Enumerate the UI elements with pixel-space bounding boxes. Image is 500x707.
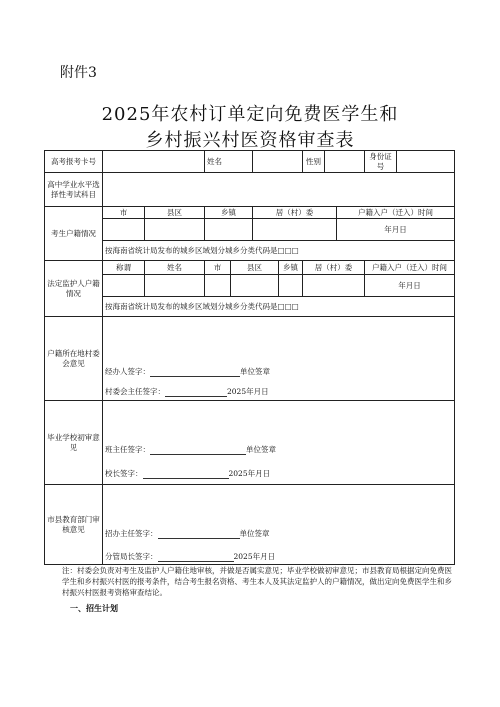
- household-village-field[interactable]: [253, 219, 337, 241]
- id-label: 身份证号: [365, 151, 397, 173]
- guardian-col-city: 市: [205, 261, 231, 275]
- table-row: [45, 241, 455, 261]
- bureau-chief-line: [105, 552, 275, 562]
- guardian-col-time: 户籍入户（迁入）时间: [365, 261, 455, 275]
- school-opinion-cell[interactable]: [103, 401, 455, 485]
- exam-no-label: 高考报考卡号: [45, 151, 103, 173]
- household-col-county: 县区: [145, 207, 205, 219]
- school-teacher-label: 班主任签字：: [105, 445, 150, 454]
- attachment-label: 附件3: [60, 65, 97, 81]
- village-opinion-cell[interactable]: [103, 317, 455, 401]
- table-row: [45, 207, 455, 219]
- id-field[interactable]: [397, 151, 455, 173]
- household-code-text: 按海南省统计局发布的城乡区域划分城乡分类代码是□□□: [103, 241, 455, 261]
- village-handler-underline[interactable]: [150, 368, 240, 377]
- table-row: [45, 261, 455, 275]
- bureau-opinion-cell[interactable]: [103, 485, 455, 565]
- bureau-chief-label: 分管局长签字：: [105, 552, 158, 561]
- school-opinion-label: 毕业学校初审意见: [45, 401, 103, 485]
- household-county-field[interactable]: [145, 219, 205, 241]
- page-title-line1: 2025年农村订单定向免费医学生和: [101, 104, 399, 125]
- guardian-col-name: 姓名: [145, 261, 205, 275]
- name-label: 姓名: [205, 151, 253, 173]
- school-date: 2025年月日: [228, 469, 271, 478]
- school-teacher-underline[interactable]: [150, 446, 246, 455]
- bureau-director-label: 招办主任签字：: [105, 529, 158, 538]
- guardian-county-field[interactable]: [231, 275, 279, 297]
- guardian-town-field[interactable]: [279, 275, 303, 297]
- school-principal-underline[interactable]: [143, 470, 229, 479]
- guardian-col-village: 居（村）委: [303, 261, 365, 275]
- gender-field[interactable]: [325, 151, 365, 173]
- footnote: 注：村委会负责对考生及监护人户籍住地审核，并做是否属实意见；毕业学校做初审意见；市县教育局根据定向免费医学生和乡村振兴村医的报考条件，结合考生报名资格、考生本人及其法定监护人的户籍情况，做出定向免费医学生和乡村振兴村医报考资格审查结论。: [62, 566, 452, 597]
- village-director-line: [105, 387, 269, 397]
- table-row: [45, 317, 455, 401]
- household-label: 考生户籍情况: [45, 207, 103, 261]
- bureau-chief-underline[interactable]: [158, 553, 234, 562]
- household-city-field[interactable]: [103, 219, 145, 241]
- table-row: [45, 297, 455, 317]
- page-title-line2: 乡村振兴村医资格审查表: [145, 130, 355, 151]
- school-principal-line: [105, 469, 270, 479]
- table-row: [45, 219, 455, 241]
- guardian-code-text: 按海南省统计局发布的城乡区域划分城乡分类代码是□□□: [103, 297, 455, 317]
- bureau-seal-label: 单位签章: [239, 529, 270, 538]
- village-handler-line: [105, 367, 270, 377]
- guardian-col-title: 称谓: [103, 261, 145, 275]
- table-row: [45, 151, 455, 173]
- bureau-opinion-label: 市县教育部门审核意见: [45, 485, 103, 565]
- guardian-village-field[interactable]: [303, 275, 365, 297]
- household-col-city: 市: [103, 207, 145, 219]
- school-teacher-line: [105, 445, 276, 455]
- household-col-town: 乡镇: [205, 207, 253, 219]
- guardian-col-county: 县区: [231, 261, 279, 275]
- table-row: [45, 275, 455, 297]
- guardian-city-field[interactable]: [205, 275, 231, 297]
- school-seal-label: 单位签章: [246, 445, 276, 454]
- subjects-field[interactable]: [103, 173, 455, 207]
- review-form-table: [44, 150, 455, 565]
- household-col-time: 户籍入户（迁入）时间: [337, 207, 455, 219]
- name-field[interactable]: [253, 151, 303, 173]
- school-principal-label: 校长签字：: [105, 469, 143, 478]
- guardian-date[interactable]: 年月日: [365, 275, 455, 297]
- guardian-name-field[interactable]: [145, 275, 205, 297]
- section-heading: 一、招生计划: [70, 603, 118, 613]
- household-town-field[interactable]: [205, 219, 253, 241]
- village-director-underline[interactable]: [165, 388, 227, 397]
- gender-label: 性别: [303, 151, 325, 173]
- guardian-label: 法定监护人户籍情况: [45, 261, 103, 317]
- village-handler-label: 经办人签字：: [105, 367, 150, 376]
- household-col-village: 居（村）委: [253, 207, 337, 219]
- bureau-director-line: [105, 529, 270, 539]
- table-row: [45, 485, 455, 565]
- table-row: [45, 173, 455, 207]
- subjects-label: 高中学业水平选择性考试科目: [45, 173, 103, 207]
- village-opinion-label: 户籍所在地村委会意见: [45, 317, 103, 401]
- village-seal-label: 单位签章: [240, 367, 270, 376]
- table-row: [45, 401, 455, 485]
- exam-no-field[interactable]: [103, 151, 205, 173]
- village-director-label: 村委会主任签字：: [105, 387, 165, 396]
- bureau-date: 2025年月日: [233, 552, 276, 561]
- bureau-director-underline[interactable]: [158, 530, 240, 539]
- village-date: 2025年月日: [227, 387, 269, 396]
- guardian-title-field[interactable]: [103, 275, 145, 297]
- household-date[interactable]: 年月日: [337, 219, 455, 241]
- guardian-col-town: 乡镇: [279, 261, 303, 275]
